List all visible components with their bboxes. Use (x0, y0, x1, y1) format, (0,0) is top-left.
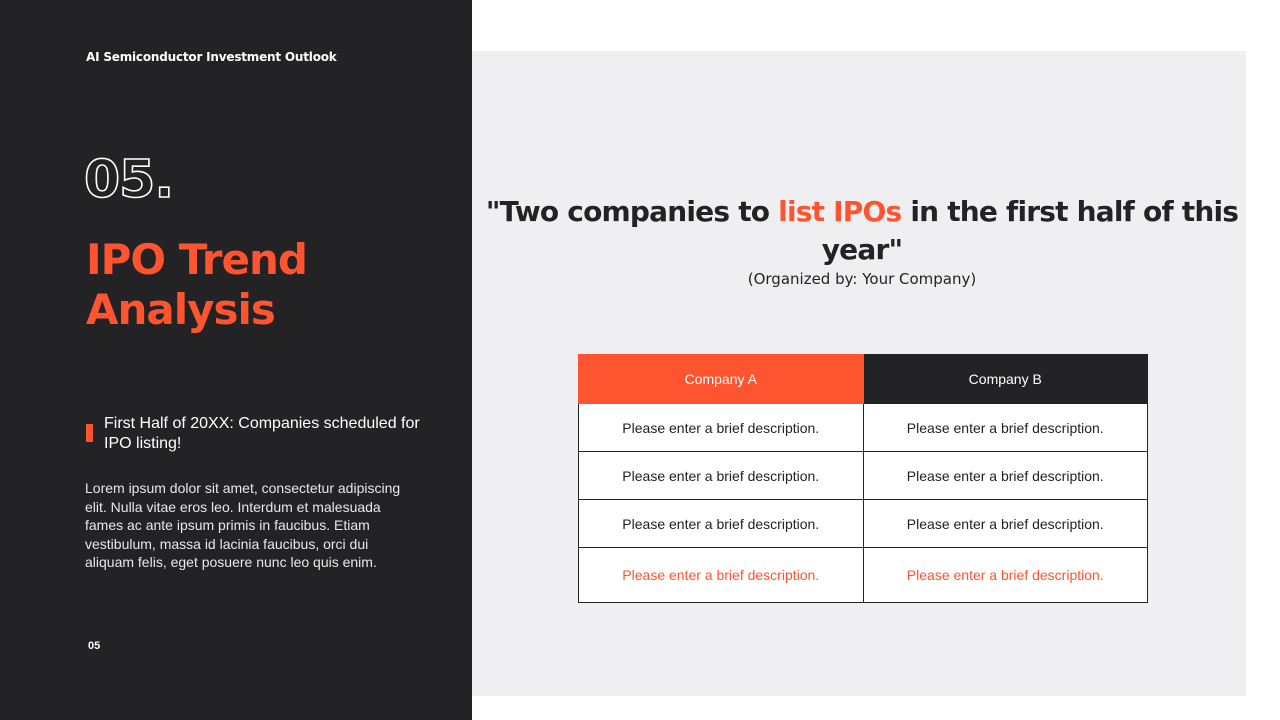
table-cell: Please enter a brief description. (863, 548, 1148, 603)
table-row (579, 548, 1148, 603)
table-cell: Please enter a brief description. (579, 452, 864, 500)
ipo-company-table (578, 354, 1148, 603)
quote-organizer: (Organized by: Your Company) (747, 270, 977, 288)
highlight-text: First Half of 20XX: Companies scheduled for IPO listing! (104, 415, 420, 452)
body-text: Lorem ipsum dolor sit amet, consectetur adipiscing elit. Nulla vitae eros leo. Interdum et malesuada fames ac ante ipsum primis in faucibus. Etiam vestibulum, massa id lacinia faucibus, orci dui aliquam felis, eget posuere nunc leo quis enim. (85, 480, 401, 570)
quote-text-before: "Two companies to (485, 195, 779, 228)
table-cell: Please enter a brief description. (579, 404, 864, 452)
page-number: 05 (88, 640, 101, 652)
table-row (579, 452, 1148, 500)
section-title: IPO Trend Analysis (86, 235, 307, 334)
table-row (579, 404, 1148, 452)
highlight-bar (86, 424, 93, 442)
table-header-company-b: Company B (863, 355, 1148, 404)
quote-text-after: in the first half of this year" (821, 195, 1239, 266)
deck-title: AI Semiconductor Investment Outlook (86, 50, 337, 64)
table-cell: Please enter a brief description. (863, 500, 1148, 548)
table-cell: Please enter a brief description. (579, 500, 864, 548)
quote-headline (472, 193, 1252, 269)
table-cell: Please enter a brief description. (579, 548, 864, 603)
table-cell: Please enter a brief description. (863, 404, 1148, 452)
section-number: 05. (84, 150, 174, 210)
table-header-row (579, 355, 1148, 404)
table-header-company-a: Company A (579, 355, 864, 404)
quote-text-accent: list IPOs (778, 195, 902, 228)
table-row (579, 500, 1148, 548)
left-panel (0, 0, 472, 720)
table-cell: Please enter a brief description. (863, 452, 1148, 500)
